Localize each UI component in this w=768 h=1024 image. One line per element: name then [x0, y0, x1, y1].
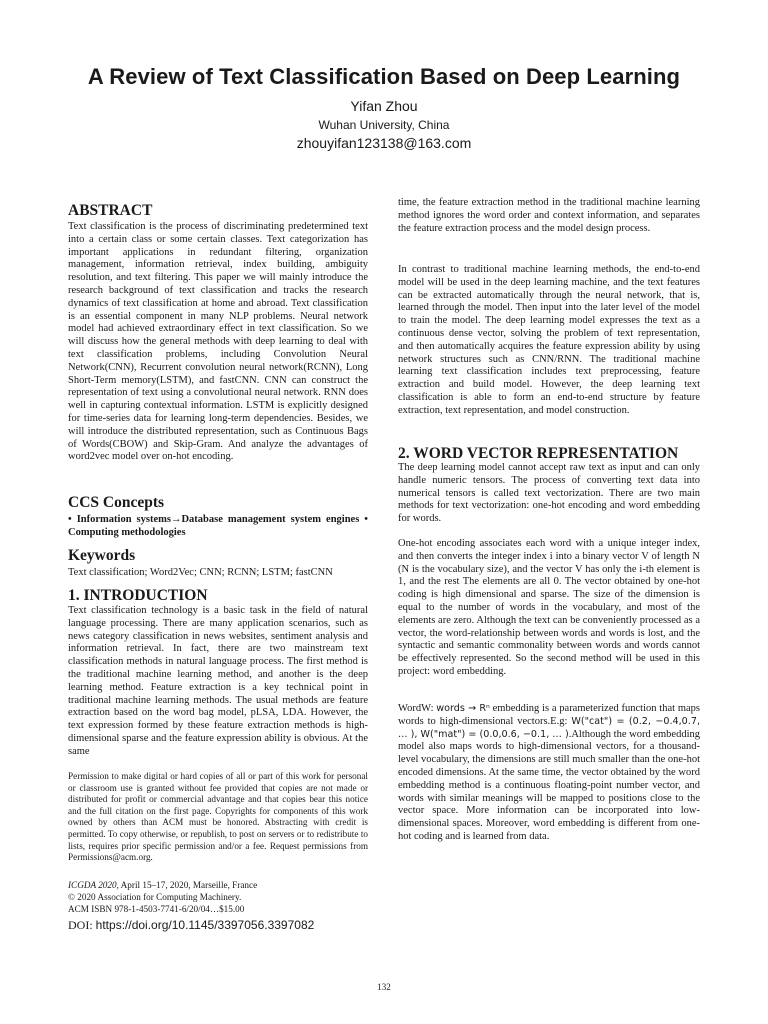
section2-para-3	[398, 703, 700, 844]
doi-line	[68, 918, 314, 933]
introduction-heading: 1. INTRODUCTION	[68, 587, 208, 604]
conference-dates: April 15–17, 2020, Marseille, France	[118, 880, 258, 890]
keywords-heading: Keywords	[68, 547, 136, 564]
conference-name: ICGDA 2020,	[68, 880, 119, 890]
permission-notice: Permission to make digital or hard copies of all or part of this work for personal or classroom use is granted without fee provided that copies are not made or distributed for profit or commercial advantage and that copies bear this notice and the full citation on the first page. Copyrights for components of this work owned by others than ACM must be honored. Abstracting with credit is permitted. To copy otherwise, or republish, to post on servers or to redistribute to lists, requires prior specific permission and/or a fee. Request permissions from Permissions@acm.org.	[68, 771, 368, 863]
embedding-example-formula: W("cat") = (0.2, −0.4,0.7, … ), W("mat") = (0.0,0.6, −0.1, … )	[398, 715, 700, 740]
section2-heading: 2. WORD VECTOR REPRESENTATION	[398, 445, 679, 462]
author-affiliation: Wuhan University, China	[318, 118, 450, 132]
wordw-label: WordW:	[398, 703, 437, 714]
author-email: zhouyifan123138@163.com	[296, 135, 472, 151]
doi-label: DOI:	[68, 918, 96, 932]
conference-line	[68, 880, 257, 891]
introduction-text: Text classification technology is a basic task in the field of natural language processing. There are many application scenarios, such as news category classification in news websites, sentiment analysis and information retrieval. In fact, there are two mainstream text classification methods in natural language process. The first method is the traditional machine learning method, and another is the deep learning method. Feature extraction is a key technical point in traditional machine learning methods. The usual methods are feature extraction based on the word bag model, pLSA, LDA. However, the text expression formed by these feature extraction methods is high-dimensional sparse and the feature expression ability is obvious. At the same	[68, 605, 368, 757]
embedding-text-1: embedding is a parameterized function that maps words to high-dimensional vectors.E.g:	[398, 703, 700, 727]
section2-para-2: One-hot encoding associates each word with a unique integer index, and then converts the integer index i into a binary vector V of length N (N is the vocabulary size), and the vector V has only the i-th element is 1, and the rest The elements are all 0. The vector obtained by one-hot coding is high dimensional and sparse. The size of the dimension is equal to the number of words in the vocabulary, and most of the elements are zero. Although the text can be conveniently processed as a vector, the word-relationship between words and words is lost, and the syntactic and semantic commonality between words and words cannot be effectively represented. So the second method will be used in this project: word embedding.	[398, 538, 700, 677]
ccs-heading: CCS Concepts	[68, 494, 165, 511]
author-name: Yifan Zhou	[350, 98, 418, 114]
abstract-heading: ABSTRACT	[68, 202, 153, 219]
embedding-formula: words → Rⁿ	[436, 703, 490, 714]
page-number: 132	[377, 982, 391, 992]
right-para-2: In contrast to traditional machine learning methods, the end-to-end model will be used in the deep learning machine, and the text features can be extracted automatically through the neural network, that is, learned through the model. Then input into the later level of the model to train the model. The deep learning model expresses the text as a continuous dense vector, solving the problem of text representation, and then automatically acquires the feature expression ability by using network structures such as CNN/RNN. The traditional machine learning text classification includes text preprocessing, feature extraction and build model. However, the deep learning text classification is able to form an end-to-end structure by feature extraction, text representation, and model construction.	[398, 264, 700, 416]
isbn-line: ACM ISBN 978-1-4503-7741-6/20/04…$15.00	[68, 904, 245, 914]
abstract-text: Text classification is the process of discriminating predetermined text into a certain class or some certain classes. Text categorization has important applications in redundant filtering, organization management, information retrieval, index building, ambiguity resolution, and text filtering. This paper we will mainly introduce the research background of text classification and tracks the research dynamics of text classification at home and abroad. Text classification is an essential component in many NLP problems. Neural network model had achieved extraordinary effect in text classification. So we will discuss how the general methods with deep learning to deal with text classification problems, including Convolution Neural Network(CNN), Recurrent convolution neural network(RCNN), Long Short-Term memory(LSTM), and fastCNN. CNN can construct the representation of text using a convolutional neural network. RNN does well in capturing contextual information. LSTM is explicitly designed for time-series data for learning long-term dependencies. Besides, we will introduce the distributed representation, such as Continuous Bags of Words(CBOW) and Skip-Gram. And analyze the advantages of word2vec model over on-hot encoding.	[68, 221, 368, 463]
ccs-text: • Information systems→Database management system engines • Computing methodologies	[68, 514, 368, 538]
paper-title: A Review of Text Classification Based on Deep Learning	[87, 64, 681, 89]
right-para-1: time, the feature extraction method in the traditional machine learning method ignores the word order and context information, and separates the feature extraction process and the model design process.	[398, 197, 700, 234]
embedding-text-2: .Although the word embedding model also maps words to high-dimensional vectors, for a thousand-level vocabulary, the dimensions are still much smaller than the one-hot encoded dimensions. At the same time, the vector obtained by the word embedding method is a continuous floating-point number vector, and words with similar meanings will be mapped to positions close to the vector space. More information can be incorporated into low-dimensional spaces. Moreover, word embedding is different from one-hot coding and is learned from data.	[398, 728, 700, 842]
keywords-text: Text classification; Word2Vec; CNN; RCNN; LSTM; fastCNN	[68, 567, 333, 578]
doi-link[interactable]: https://doi.org/10.1145/3397056.3397082	[95, 918, 315, 932]
copyright-line: © 2020 Association for Computing Machinery.	[68, 892, 242, 902]
section2-para-1: The deep learning model cannot accept raw text as input and can only handle numeric tensors. The process of converting text data into numerical tensors is called text vectorization. There are two main methods for text vectorization: one-hot encoding and word embedding for words.	[398, 462, 700, 525]
